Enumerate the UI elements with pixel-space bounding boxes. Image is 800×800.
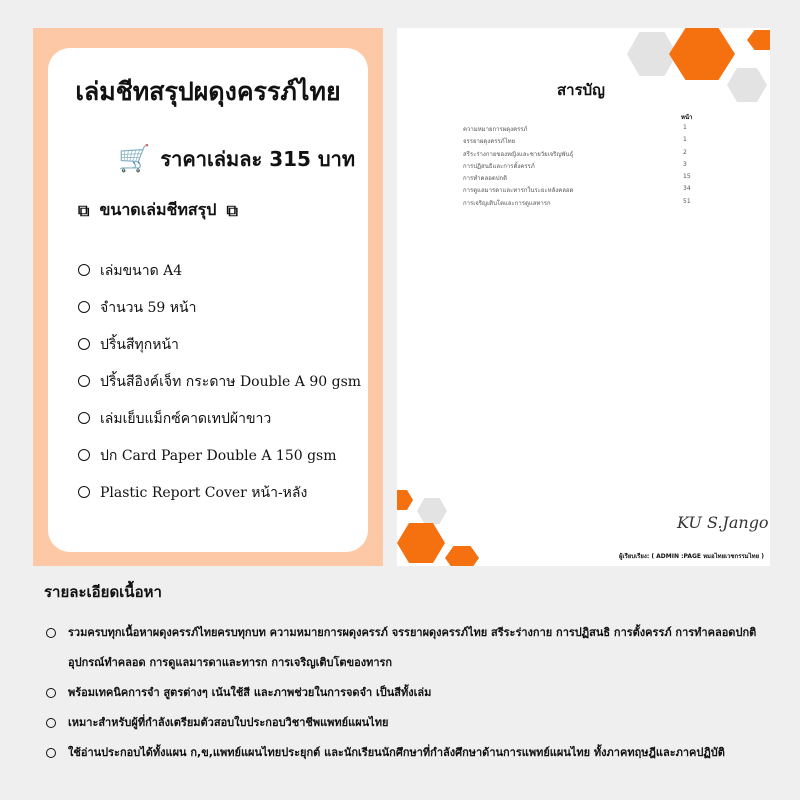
spec-item: เล่มขนาด A4 xyxy=(78,260,361,297)
hexagon-decoration xyxy=(417,498,447,524)
toc-row: การทำคลอดปกติ 15 xyxy=(463,173,691,183)
content-details xyxy=(44,580,784,768)
spec-item: ปริ้นสีทุกหน้า xyxy=(78,334,361,371)
price-label: ราคาเล่มละ 315 บาท xyxy=(160,147,356,171)
product-card xyxy=(48,48,368,552)
detail-item: เหมาะสำหรับผู้ที่กำลังเตรียมตัวสอบใบประกอบวิชาชีพแพทย์แผนไทย xyxy=(46,708,784,738)
spec-item: เล่มเย็บแม็กซ์คาดเทปผ้าขาว xyxy=(78,408,361,445)
details-list xyxy=(44,618,784,768)
toc-row: การเจริญเติบโตและการดูแลทารก 51 xyxy=(463,197,691,207)
detail-item: พร้อมเทคนิคการจำ สูตรต่างๆ เน้นใช้สี และภาพช่วยในการจดจำ เป็นสีทั้งเล่ม xyxy=(46,678,784,708)
product-panel xyxy=(33,28,383,566)
size-heading-row xyxy=(78,198,238,223)
detail-item: ใช้อ่านประกอบได้ทั้งแผน ก,ข,แพทย์แผนไทยประยุกต์ และนักเรียนนักศึกษาที่กำลังศึกษาด้านการแพทย์แผนไทย ทั้งภาคทฤษฎีและภาคปฏิบัติ xyxy=(46,738,784,768)
circle-bullet-icon xyxy=(78,449,90,461)
toc-row: จรรยาผดุงครรภ์ไทย 1 xyxy=(463,136,687,146)
copy-icon: ⧉ xyxy=(226,200,238,220)
toc-row: ความหมายการผดุงครรภ์ 1 xyxy=(463,124,687,133)
copy-icon: ⧉ xyxy=(78,200,90,220)
toc-title: สารบัญ xyxy=(557,81,605,99)
circle-bullet-icon xyxy=(46,748,56,758)
circle-bullet-icon xyxy=(78,301,90,313)
spec-list xyxy=(78,260,361,519)
product-title: เล่มชีทสรุปผดุงครรภ์ไทย xyxy=(75,77,341,106)
circle-bullet-icon xyxy=(46,688,56,698)
page-column-header: หน้า xyxy=(681,114,693,121)
circle-bullet-icon xyxy=(78,486,90,498)
spec-item: จำนวน 59 หน้า xyxy=(78,297,361,334)
toc-row: การปฏิสนธิและการตั้งครรภ์ 3 xyxy=(463,160,687,170)
hexagon-decoration xyxy=(397,490,413,510)
hexagon-decoration xyxy=(445,546,479,566)
spec-item: ปก Card Paper Double A 150 gsm xyxy=(78,445,361,482)
hexagon-decoration xyxy=(669,28,735,80)
spec-item: Plastic Report Cover หน้า-หลัง xyxy=(78,482,361,519)
circle-bullet-icon xyxy=(78,412,90,424)
hexagon-decoration xyxy=(727,68,767,102)
toc-row: สรีระร่างกายของหญิงและชายวัยเจริญพันธุ์ 2 xyxy=(463,148,687,158)
shopping-cart-icon: 🛒 xyxy=(118,144,151,174)
circle-bullet-icon xyxy=(78,264,90,276)
price-row xyxy=(118,143,355,175)
author-credit: ผู้เรียบเรียง: ( ADMIN :PAGE หมอไทยเวชกรรมไทย ) xyxy=(619,553,764,560)
circle-bullet-icon xyxy=(46,718,56,728)
signature: KU S.Jango xyxy=(677,513,769,532)
detail-item: รวมครบทุกเนื้อหาผดุงครรภ์ไทยครบทุกบท ความหมายการผดุงครรภ์ จรรยาผดุงครรภ์ไทย สรีระร่างกาย การปฏิสนธิ การตั้งครรภ์ การทำคลอดปกติ อุปกรณ์ทำคลอด การดูแลมารดาและทารก การเจริญเติบโตของทารก xyxy=(46,618,784,678)
hexagon-decoration xyxy=(397,523,445,563)
toc-page-preview xyxy=(397,28,770,566)
size-heading: ขนาดเล่มชีทสรุป xyxy=(99,200,217,219)
toc-row: การดูแลมารดาและทารกในระยะหลังคลอด 34 xyxy=(463,185,691,195)
toc-list xyxy=(463,124,703,210)
details-heading: รายละเอียดเนื้อหา xyxy=(44,583,162,601)
circle-bullet-icon xyxy=(46,628,56,638)
hexagon-decoration xyxy=(747,30,770,50)
circle-bullet-icon xyxy=(78,375,90,387)
circle-bullet-icon xyxy=(78,338,90,350)
spec-item: ปริ้นสีอิงค์เจ็ท กระดาษ Double A 90 gsm xyxy=(78,371,361,408)
